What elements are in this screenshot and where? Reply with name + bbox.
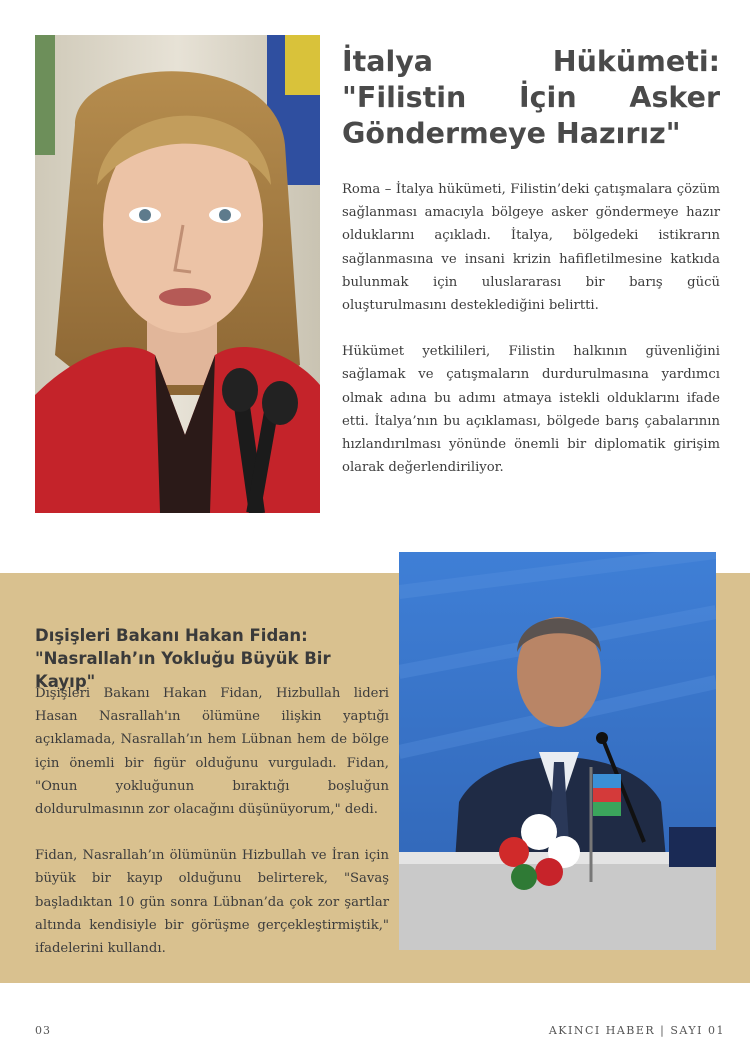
article-photo-woman-speaking [35,35,320,513]
article-title: İtalya Hükümeti: "Filistin İçin Asker Göndermeye Hazırız" [342,45,720,150]
publication-issue: AKINCI HABER | SAYI 01 [548,1024,725,1037]
article-paragraph: Hükümet yetkilileri, Filistin halkının güvenliğini sağlamak ve çatışmaların durdurulmasına yardımcı olmak adına bu adımı atmaya istekli olduklarını ifade etti. İtalya’nın bu açıklaması, bölgede barış çabalarının hızlandırılması yönünde önemli bir diplomatik girişim olarak değerlendiriliyor. [342,344,720,476]
page-number: 03 [35,1024,51,1037]
article-body [35,682,389,960]
article-paragraph: Fidan, Nasrallah’ın ölümünün Hizbullah ve İran için büyük bir kayıp olduğunu belirterek, "Savaş başladıktan 10 gün sonra Lübnan’da çok zor şartlar altında kendisiyle bir görüşme gerçekleştirmiştik," ifadelerini kullandı. [35,848,389,957]
article-title: Dışişleri Bakanı Hakan Fidan: "Nasrallah’ın Yokluğu Büyük Bir Kayıp" [35,626,331,691]
article-paragraph: Roma – İtalya hükümeti, Filistin’deki çatışmalara çözüm sağlanması amacıyla bölgeye asker göndermeye hazır olduklarını açıkladı. İtalya, bölgedeki istikrarın sağlanmasına ve insani krizin hafifletilmesine katkıda bulunmak için uluslararası bir barış gücü oluşturulmasını desteklediğini belirtti. [342,182,720,314]
article-paragraph: Dışişleri Bakanı Hakan Fidan, Hizbullah lideri Hasan Nasrallah'ın ölümüne ilişkin yaptığı açıklamada, Nasrallah’ın hem Lübnan hem de bölge için önemli bir figür olduğunu vurguladı. Fidan, "Onun yokluğunun bıraktığı boşluğun doldurulmasının zor olacağını düşünüyorum," dedi. [35,686,389,818]
article-photo-minister-at-table [399,552,716,950]
article-body [342,178,720,479]
